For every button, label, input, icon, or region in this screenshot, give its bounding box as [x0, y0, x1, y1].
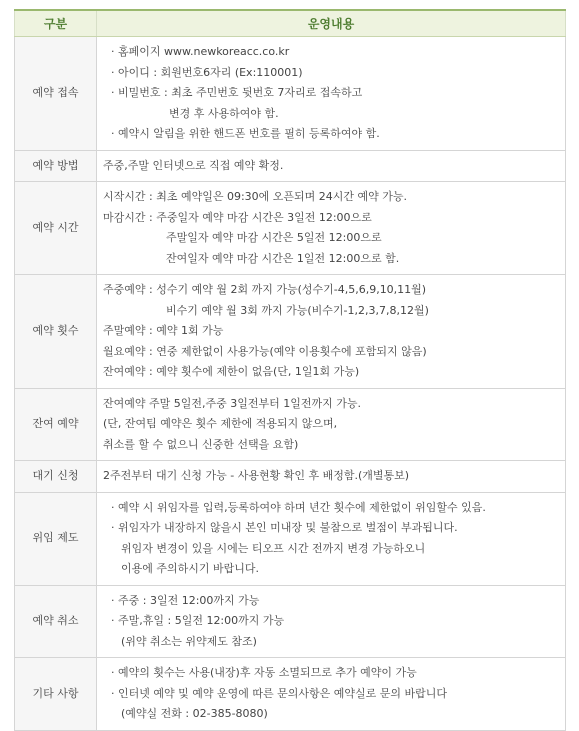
row-label-delegation: 위임 제도	[15, 492, 97, 585]
row-label-other: 기타 사항	[15, 658, 97, 731]
content-line: 주중,주말 인터넷으로 직접 예약 확정.	[103, 158, 284, 172]
content-line: 위임자 변경이 있을 시에는 티오프 시간 전까지 변경 가능하오니	[121, 541, 426, 555]
table-row	[15, 461, 566, 493]
content-line: · 주중 : 3일전 12:00까지 가능	[111, 593, 260, 607]
table-row	[15, 37, 566, 151]
content-line: (위약 취소는 위약제도 참조)	[121, 634, 257, 648]
table-row	[15, 182, 566, 275]
content-line: 취소를 할 수 없으니 신중한 선택을 요함)	[103, 437, 299, 451]
row-content-waitlist	[97, 461, 566, 493]
content-line: 마감시간 : 주중일자 예약 마감 시간은 3일전 12:00으로	[103, 210, 372, 224]
content-line: 주말예약 : 예약 1회 가능	[103, 324, 224, 337]
content-line: 잔여일자 예약 마감 시간은 1일전 12:00으로 함.	[166, 251, 400, 265]
content-line: · 예약의 횟수는 사용(내장)후 자동 소멸되므로 추가 예약이 가능	[111, 666, 417, 679]
row-label-reservation-time: 예약 시간	[15, 182, 97, 275]
content-line: 주말일자 예약 마감 시간은 5일전 12:00으로	[166, 231, 382, 244]
row-label-waitlist: 대기 신청	[15, 461, 97, 493]
content-line: 월요예약 : 연중 제한없이 사용가능(예약 이용횟수에 포함되지 않음)	[103, 344, 427, 358]
row-content-reservation-method	[97, 150, 566, 182]
table-row	[15, 388, 566, 461]
row-content-reservation-time	[97, 182, 566, 275]
table-row	[15, 150, 566, 182]
table-row	[15, 585, 566, 658]
content-line: · 인터넷 예약 및 예약 운영에 따른 문의사항은 예약실로 문의 바랍니다	[111, 686, 447, 700]
row-content-remaining-reservation	[97, 388, 566, 461]
reservation-info-table	[14, 9, 566, 731]
content-line: 이용에 주의하시기 바랍니다.	[121, 562, 260, 575]
row-label-reservation-access: 예약 접속	[15, 37, 97, 151]
content-line: 잔여예약 주말 5일전,주중 3일전부터 1일전까지 가능.	[103, 396, 361, 410]
content-line: 잔여예약 : 예약 횟수에 제한이 없음(단, 1일1회 가능)	[103, 365, 360, 378]
content-line: 변경 후 사용하여야 함.	[169, 106, 279, 120]
content-line: · 주말,휴일 : 5일전 12:00까지 가능	[111, 614, 285, 627]
row-content-other	[97, 658, 566, 731]
row-label-reservation-method: 예약 방법	[15, 150, 97, 182]
content-line: (예약실 전화 : 02-385-8080)	[121, 707, 268, 720]
content-line: · 예약 시 위임자를 입력,등록하여야 하며 년간 횟수에 제한없이 위임할수 있음.	[111, 500, 486, 514]
row-content-reservation-count	[97, 275, 566, 389]
reservation-info-table-container	[14, 9, 565, 731]
table-header-row	[15, 10, 566, 37]
header-content: 운영내용	[97, 10, 566, 37]
content-line: · 예약시 알림을 위한 핸드폰 번호를 필히 등록하여야 함.	[111, 127, 380, 140]
row-content-delegation	[97, 492, 566, 585]
row-label-cancellation: 예약 취소	[15, 585, 97, 658]
content-line: 2주전부터 대기 신청 가능 - 사용현황 확인 후 배정함.(개별통보)	[103, 469, 410, 482]
content-line: · 아이디 : 회원번호6자리 (Ex:110001)	[111, 65, 303, 79]
row-content-cancellation	[97, 585, 566, 658]
table-row	[15, 275, 566, 389]
content-line: (단, 잔여팀 예약은 횟수 제한에 적용되지 않으며,	[103, 417, 338, 430]
table-row	[15, 658, 566, 731]
content-line: · 홈페이지 www.newkoreacc.co.kr	[111, 45, 290, 58]
header-category: 구분	[15, 10, 97, 37]
content-line: 주중예약 : 성수기 예약 월 2회 까지 가능(성수기-4,5,6,9,10,11월)	[103, 283, 427, 296]
table-row	[15, 492, 566, 585]
row-label-remaining-reservation: 잔여 예약	[15, 388, 97, 461]
content-line: · 비밀번호 : 최초 주민번호 뒷번호 7자리로 접속하고	[111, 86, 363, 99]
content-line: 시작시간 : 최초 예약일은 09:30에 오픈되며 24시간 예약 가능.	[103, 190, 408, 203]
row-label-reservation-count: 예약 횟수	[15, 275, 97, 389]
content-line: · 위임자가 내장하지 않을시 본인 미내장 및 불참으로 벌점이 부과됩니다.	[111, 521, 458, 534]
row-content-reservation-access	[97, 37, 566, 151]
content-line: 비수기 예약 월 3회 까지 가능(비수기-1,2,3,7,8,12월)	[166, 303, 429, 317]
